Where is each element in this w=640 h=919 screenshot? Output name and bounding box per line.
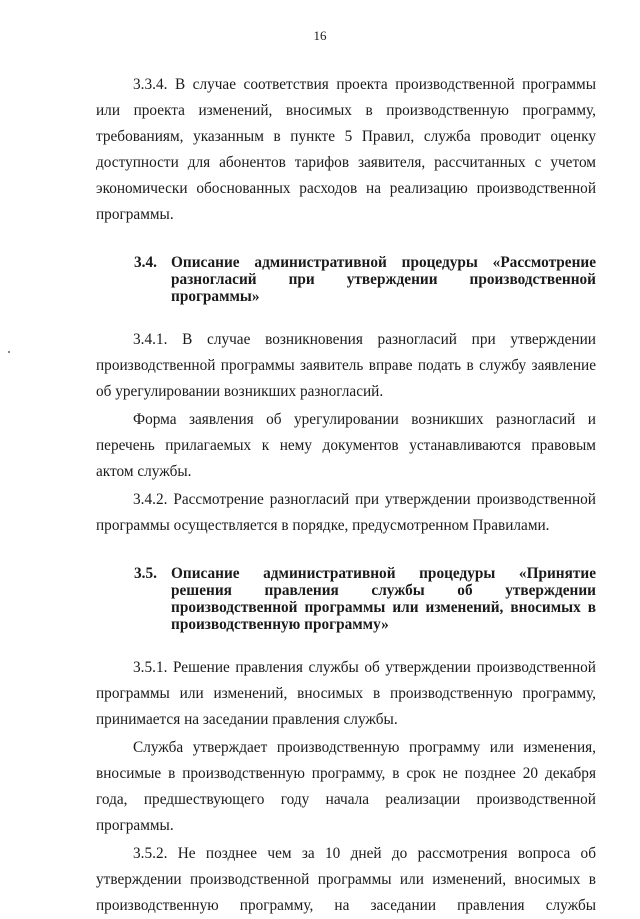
paragraph-3-4-1: 3.4.1. В случае возникновения разногласий при утверждении производственной программы заявитель вправе подать в службу заявление об урегулировании возникших разногласий. <box>96 331 596 400</box>
section-number: 3.4. <box>134 254 157 271</box>
paragraph-3-5-2: 3.5.2. Не позднее чем за 10 дней до рассмотрения вопроса об утверждении производственной программы или изменений, вносимых в производственную программу, на заседании правления службы <box>96 845 596 914</box>
section-title: Описание административной процедуры «Рассмотрение разногласий при утверждении производственной программы» <box>171 254 596 305</box>
section-title: Описание административной процедуры «Принятие решения правления службы об утверждении производственной программы или изменений, вносимых в производственную программу» <box>171 565 596 633</box>
section-heading-3-5 <box>96 565 596 633</box>
paragraph-form: Форма заявления об урегулировании возникших разногласий и перечень прилагаемых к нему документов устанавливаются правовым актом службы. <box>96 411 596 480</box>
paragraph-deadline: Служба утверждает производственную программу или изменения, вносимые в производственную программу, в срок не позднее 20 декабря года, предшествующего году начала реализации производственной программы. <box>96 739 596 834</box>
paragraph-3-5-1: 3.5.1. Решение правления службы об утверждении производственной программы или изменений, вносимых в производственную программу, принимается на заседании правления службы. <box>96 659 596 728</box>
paragraph-3-3-4: 3.3.4. В случае соответствия проекта производственной программы или проекта изменений, вносимых в производственную программу, требованиям, указанным в пункте 5 Правил, служба проводит оценку доступности для абонентов тарифов заявителя, рассчитанных с учетом экономически обоснованных расходов на реализацию производственной программы. <box>96 76 596 223</box>
section-number: 3.5. <box>134 565 157 582</box>
document-body <box>96 72 596 919</box>
page-number: 16 <box>313 28 327 43</box>
margin-mark <box>8 351 10 353</box>
section-heading-3-4 <box>96 254 596 305</box>
paragraph-3-4-2: 3.4.2. Рассмотрение разногласий при утверждении производственной программы осуществляется в порядке, предусмотренном Правилами. <box>96 491 596 534</box>
